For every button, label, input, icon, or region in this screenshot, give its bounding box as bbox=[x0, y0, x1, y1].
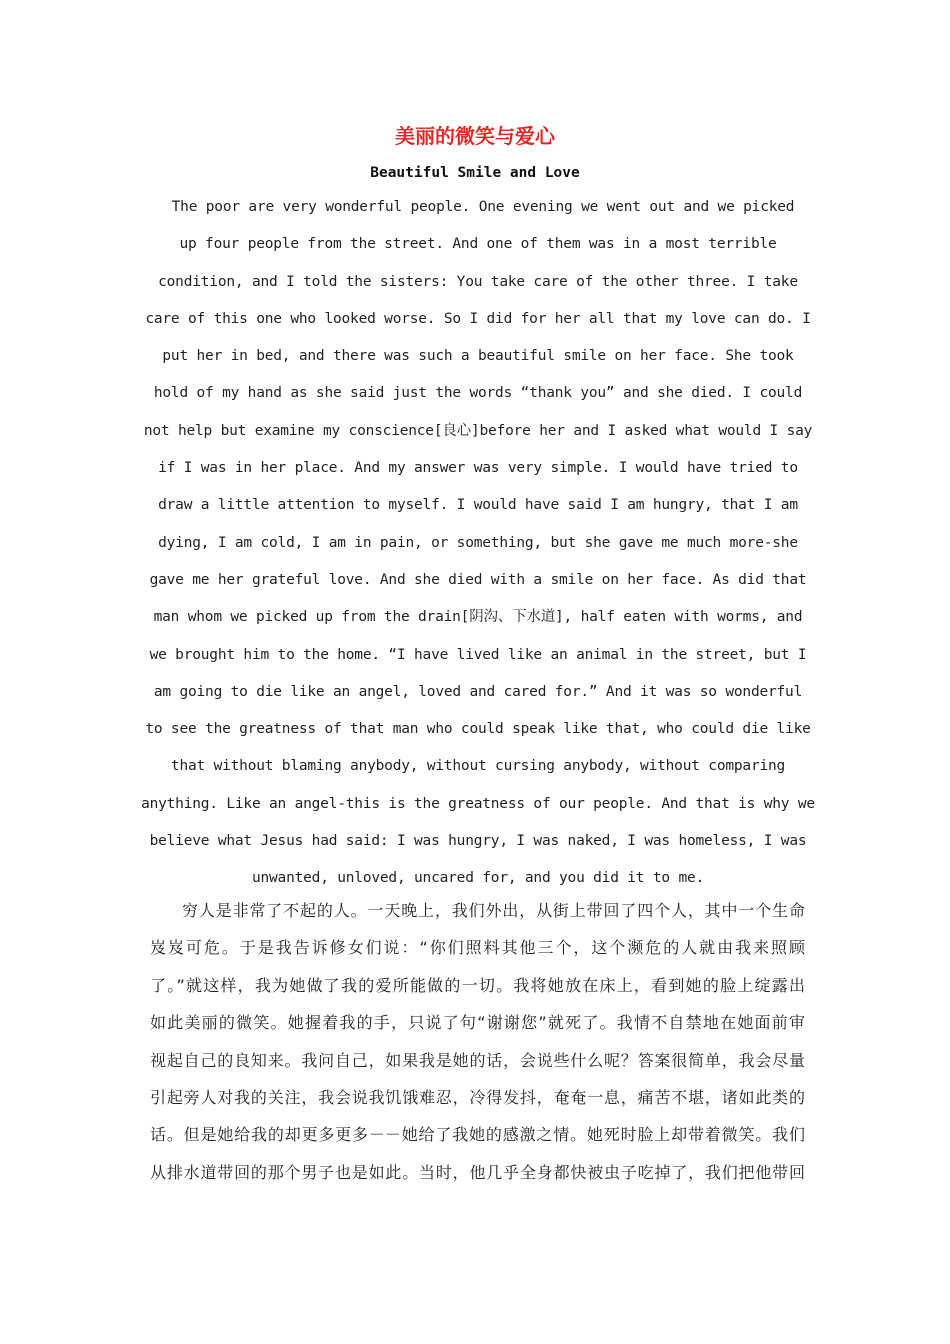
chinese-line: 视起自己的良知来。我问自己，如果我是她的话，会说些什么呢？答案很简单，我会尽量 bbox=[150, 1050, 805, 1070]
chinese-line: 岌岌可危。于是我告诉修女们说：“你们照料其他三个，这个濒危的人就由我来照顾 bbox=[150, 938, 805, 958]
english-line: am going to die like an angel, loved and cared for.” And it was so wonderful bbox=[153, 683, 803, 700]
english-line: unwanted, unloved, uncared for, and you did it to me. bbox=[251, 870, 705, 887]
english-line: man whom we picked up from the drain[阴沟、下水道], half eaten with worms, and bbox=[153, 609, 803, 626]
chinese-paragraph bbox=[150, 896, 805, 1195]
english-line: not help but examine my conscience[良心]before her and I asked what would I say bbox=[143, 422, 813, 439]
chinese-line: 如此美丽的微笑。她握着我的手，只说了句“谢谢您”就死了。我情不自禁地在她面前审 bbox=[150, 1013, 805, 1033]
english-line: put her in bed, and there was such a beautiful smile on her face. She took bbox=[162, 348, 794, 365]
chinese-title: 美丽的微笑与爱心 bbox=[395, 124, 555, 148]
english-line: hold of my hand as she said just the words “thank you” and she died. I could bbox=[153, 385, 803, 402]
english-line: condition, and I told the sisters: You take care of the other three. I take bbox=[158, 273, 798, 290]
chinese-line: 了。”就这样，我为她做了我的爱所能做的一切。我将她放在床上，看到她的脸上绽露出 bbox=[150, 975, 805, 995]
chinese-line: 从排水道带回的那个男子也是如此。当时，他几乎全身都快被虫子吃掉了，我们把他带回 bbox=[150, 1162, 805, 1182]
english-line: believe what Jesus had said: I was hungry, I was naked, I was homeless, I was bbox=[149, 833, 807, 850]
english-line: care of this one who looked worse. So I did for her all that my love can do. I bbox=[145, 310, 811, 327]
english-line: anything. Like an angel-this is the greatness of our people. And that is why we bbox=[141, 795, 815, 812]
english-line: The poor are very wonderful people. One evening we went out and we picked bbox=[171, 199, 795, 215]
english-paragraph bbox=[140, 193, 816, 902]
chinese-line: 穷人是非常了不起的人。一天晚上，我们外出，从街上带回了四个人，其中一个生命 bbox=[182, 901, 805, 920]
english-title: Beautiful Smile and Love bbox=[370, 165, 580, 181]
english-line: if I was in her place. And my answer was very simple. I would have tried to bbox=[158, 460, 798, 477]
english-line: dying, I am cold, I am in pain, or something, but she gave me much more-she bbox=[158, 534, 798, 551]
english-line: draw a little attention to myself. I would have said I am hungry, that I am bbox=[158, 497, 798, 514]
english-line: that without blaming anybody, without cursing anybody, without comparing bbox=[170, 758, 786, 775]
english-line: we brought him to the home. “I have lived like an animal in the street, but I bbox=[149, 646, 807, 663]
english-line: up four people from the street. And one of them was in a most terrible bbox=[179, 236, 777, 253]
english-line: to see the greatness of that man who could speak like that, who could die like bbox=[145, 721, 811, 738]
chinese-line: 话。但是她给我的却更多更多－－她给了我她的感激之情。她死时脸上却带着微笑。我们 bbox=[150, 1125, 805, 1145]
english-line: gave me her grateful love. And she died with a smile on her face. As did that bbox=[149, 571, 807, 588]
chinese-line: 引起旁人对我的关注，我会说我饥饿难忍，冷得发抖，奄奄一息，痛苦不堪，诸如此类的 bbox=[150, 1087, 805, 1107]
